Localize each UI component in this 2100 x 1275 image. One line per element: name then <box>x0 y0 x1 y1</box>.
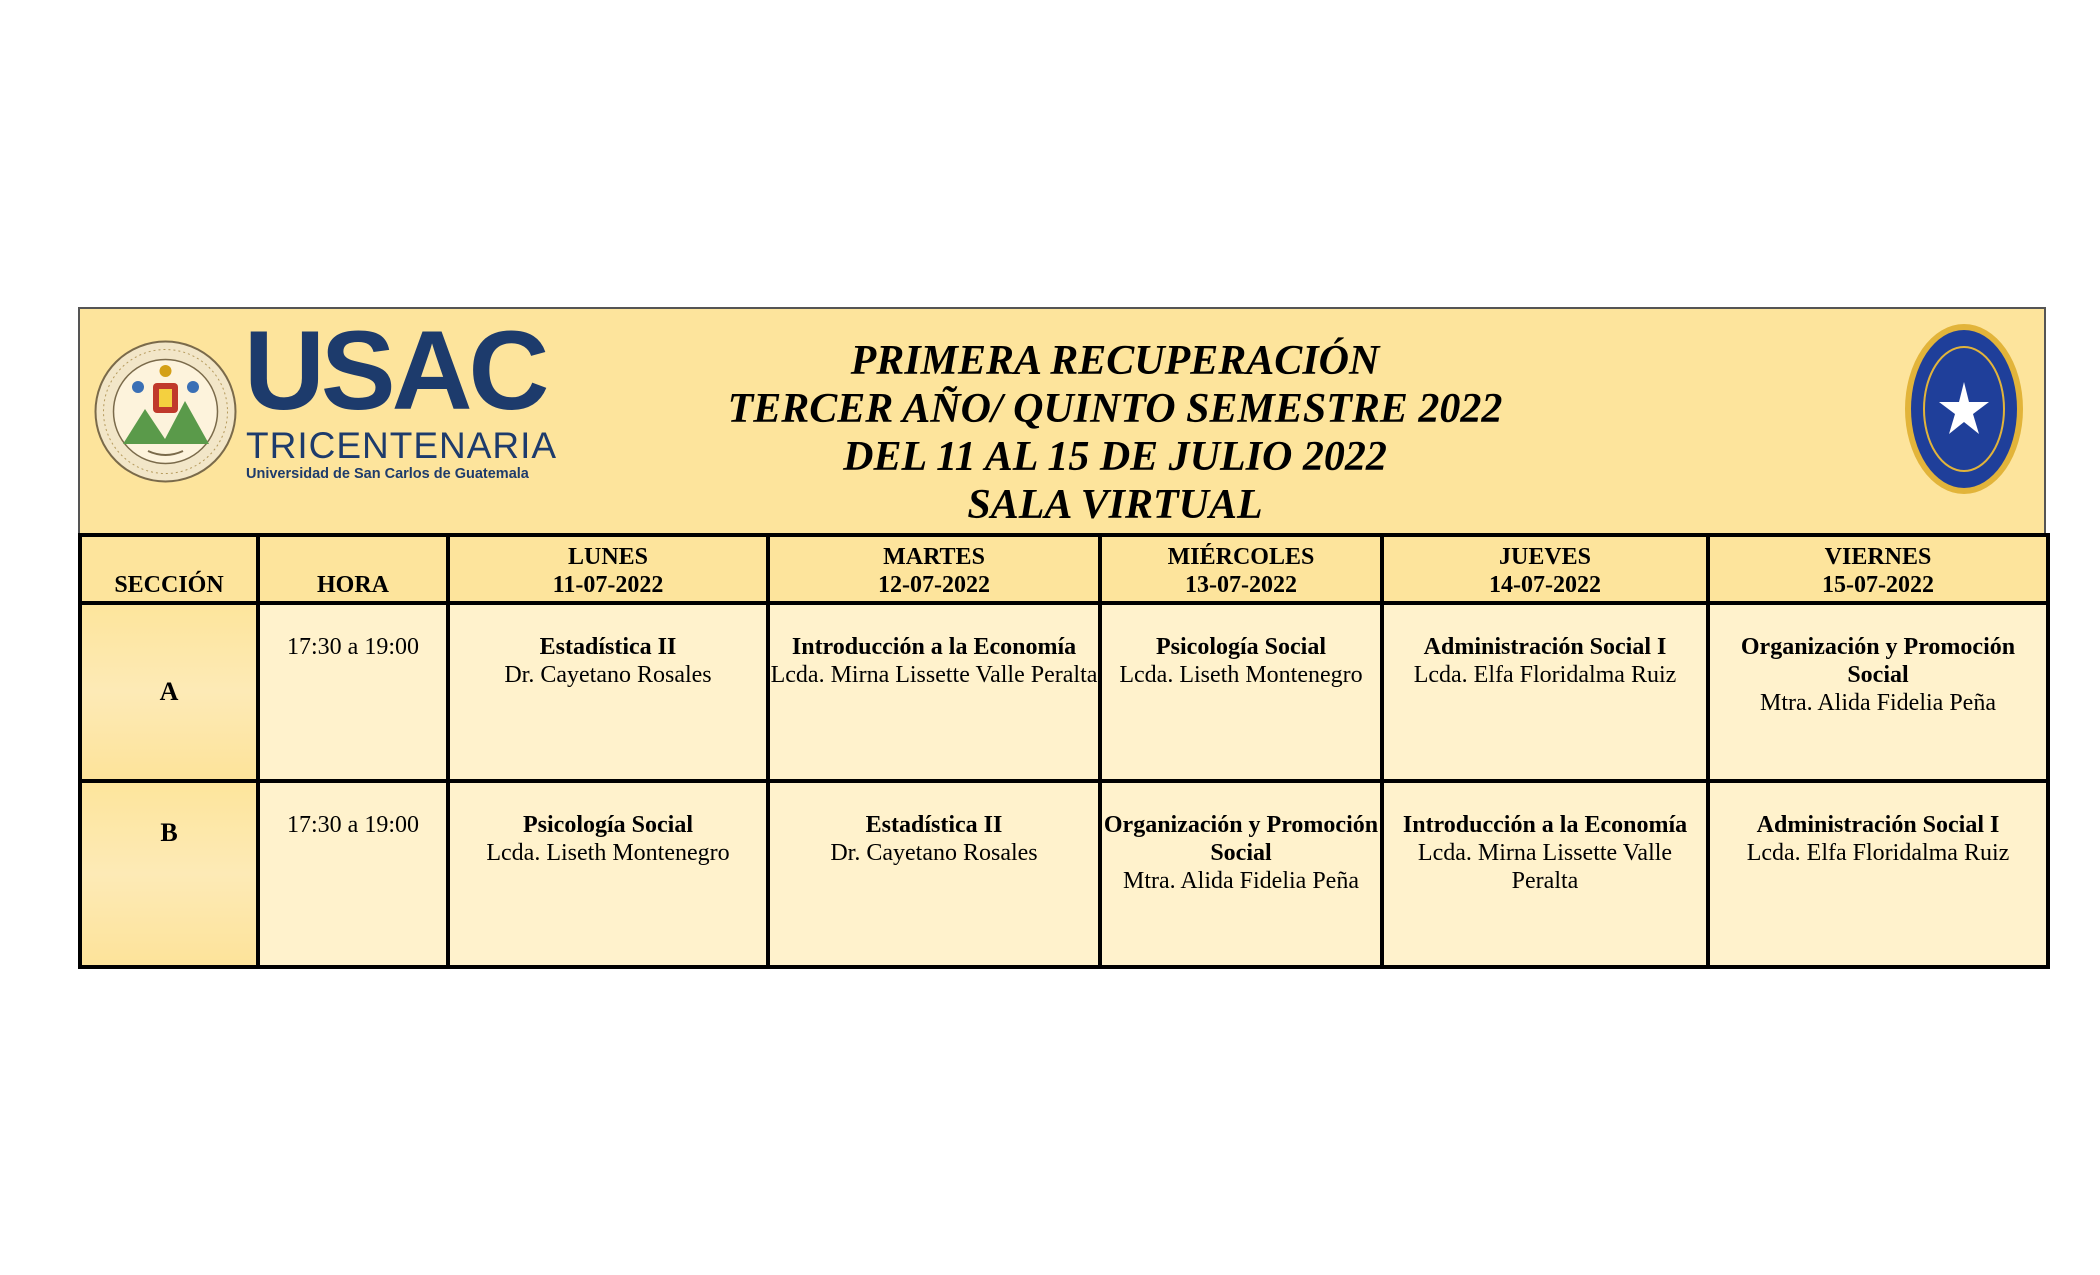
course-name: Introducción a la Economía <box>1402 812 1688 838</box>
teacher-name: Mtra. Alida Fidelia Peña <box>1760 690 1996 716</box>
title-line: DEL 11 AL 15 DE JULIO 2022 <box>843 434 1387 480</box>
column-header-viernes: VIERNES 15-07-2022 <box>1708 535 2048 603</box>
course-name: Administración Social I <box>1423 634 1667 660</box>
schedule-table <box>78 533 2050 969</box>
class-cell <box>1708 781 2048 967</box>
course-name: Organización y Promoción Social <box>1103 812 1379 866</box>
usac-logo-subtitle: TRICENTENARIA <box>246 425 558 466</box>
section-cell: B <box>80 781 258 967</box>
column-header-lunes: LUNES 11-07-2022 <box>448 535 768 603</box>
class-cell <box>768 781 1100 967</box>
class-cell <box>1708 603 2048 781</box>
usac-logo-word: USAC <box>244 308 546 433</box>
column-header-hora: HORA <box>258 535 448 603</box>
university-seal-logo <box>93 339 238 484</box>
usac-logo-university: Universidad de San Carlos de Guatemala <box>246 466 529 482</box>
class-cell <box>448 781 768 967</box>
schedule-title <box>600 337 1630 529</box>
course-name: Estadística II <box>865 812 1003 838</box>
teacher-name: Lcda. Liseth Montenegro <box>1119 662 1363 688</box>
teacher-name: Lcda. Mirna Lissette Valle Peralta <box>1417 840 1673 894</box>
teacher-name: Lcda. Elfa Floridalma Ruiz <box>1413 662 1677 688</box>
section-cell: A <box>80 603 258 781</box>
table-row <box>80 603 2048 781</box>
teacher-name: Dr. Cayetano Rosales <box>830 840 1038 866</box>
time-cell: 17:30 a 19:00 <box>258 603 448 781</box>
column-header-martes: MARTES 12-07-2022 <box>768 535 1100 603</box>
course-name: Psicología Social <box>523 812 693 838</box>
teacher-name: Lcda. Liseth Montenegro <box>486 840 730 866</box>
header-banner <box>78 307 2046 533</box>
class-cell <box>1382 781 1708 967</box>
time-cell: 17:30 a 19:00 <box>258 781 448 967</box>
course-name: Introducción a la Economía <box>791 634 1077 660</box>
class-cell <box>1382 603 1708 781</box>
teacher-name: Lcda. Elfa Floridalma Ruiz <box>1746 840 2010 866</box>
title-line: TERCER AÑO/ QUINTO SEMESTRE 2022 <box>727 386 1503 432</box>
course-name: Psicología Social <box>1156 634 1326 660</box>
class-cell <box>448 603 768 781</box>
title-line: SALA VIRTUAL <box>967 482 1263 528</box>
table-header-row <box>80 535 2048 603</box>
title-line: PRIMERA RECUPERACIÓN <box>850 338 1380 384</box>
class-cell <box>1100 781 1382 967</box>
teacher-name: Mtra. Alida Fidelia Peña <box>1123 868 1359 894</box>
social-work-school-seal-logo <box>1903 322 2025 496</box>
course-name: Organización y Promoción Social <box>1740 634 2016 688</box>
table-row <box>80 781 2048 967</box>
class-cell <box>1100 603 1382 781</box>
column-header-miercoles: MIÉRCOLES 13-07-2022 <box>1100 535 1382 603</box>
teacher-name: Dr. Cayetano Rosales <box>504 662 712 688</box>
column-header-seccion: SECCIÓN <box>80 535 258 603</box>
column-header-jueves: JUEVES 14-07-2022 <box>1382 535 1708 603</box>
schedule <box>78 307 2046 969</box>
teacher-name: Lcda. Mirna Lissette Valle Peralta <box>770 662 1098 688</box>
class-cell <box>768 603 1100 781</box>
course-name: Estadística II <box>539 634 677 660</box>
course-name: Administración Social I <box>1756 812 2000 838</box>
